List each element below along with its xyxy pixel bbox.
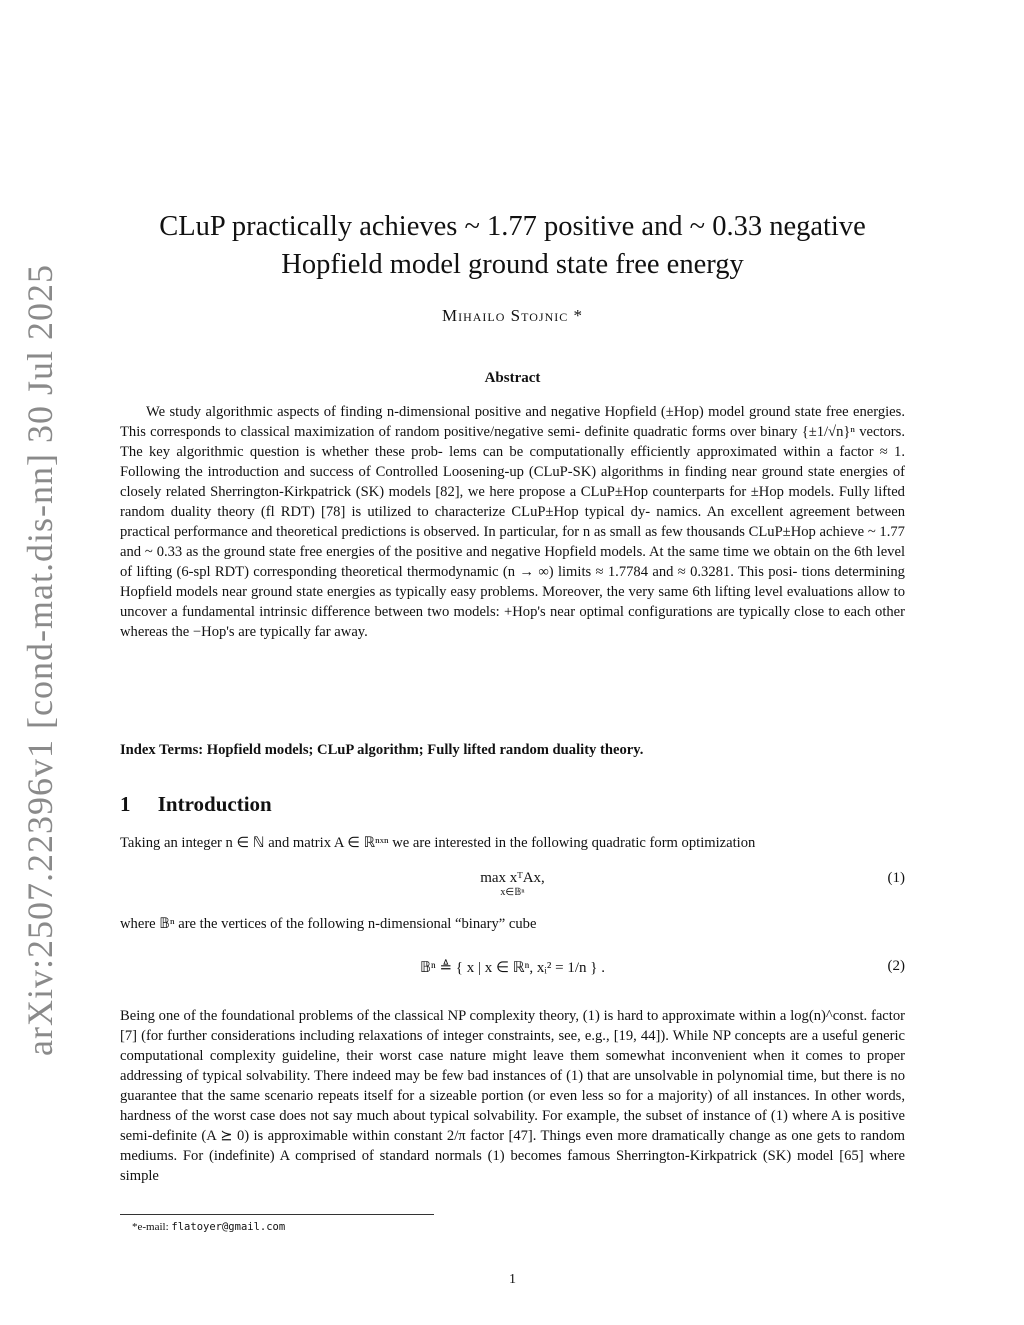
footnote-email[interactable]: flatoyer@gmail.com [171, 1221, 286, 1233]
body-line: e.g., [19, 44]). While NP concepts are a useful generic computational complexity guideline, their worst case [120, 1028, 905, 1064]
abstract-body [120, 402, 905, 642]
abstract-line: lems can be computationally efficiently approximated within a factor ≈ 1. Following the introduction and [120, 444, 905, 480]
body-line: within a log(n)^const. factor [7] (for further considerations including relaxations of integer constraints, see, [120, 1008, 905, 1044]
author: Mihailo Stojnic * [441, 306, 583, 325]
intro-line: Taking an integer n ∈ ℕ and matrix A ∈ ℝⁿˣⁿ we are interested in the following quadratic form optimization [120, 835, 756, 851]
abstract-line: related Sherrington-Kirkpatrick (SK) models [82], we here propose a CLuP±Hop counterparts for ±Hop [165, 484, 784, 500]
section-number: 1 [120, 792, 131, 816]
footnote-label: *e-mail: [132, 1221, 169, 1233]
abstract-line: tions determining Hopfield models near ground state energies as typically easy problems. Moreover, the very [120, 564, 905, 600]
title-line-2: Hopfield model ground state free energy [281, 249, 744, 280]
equation-1-subscript: x∈𝔹ⁿ [500, 887, 525, 898]
abstract-line: away. [334, 624, 368, 640]
equation-1-body: max xᵀAx, [480, 870, 545, 886]
abstract-line: success of Controlled Loosening-up (CLuP-SK) algorithms in finding near ground state energies of closely [120, 464, 905, 500]
page-number: 1 [509, 1272, 516, 1287]
abstract-line: ground state free energies. This corresponds to classical maximization of random positive/negative semi- [120, 404, 905, 440]
body-line: In other words, hardness of the worst case does not say much about typical solvability. For example, the [120, 1088, 905, 1124]
title-line-1: CLuP practically achieves ~ 1.77 positive and ~ 0.33 negative [159, 211, 866, 242]
equation-1 [120, 870, 905, 910]
footnote [132, 1221, 285, 1233]
body-line: nature might leave them somewhat inconvenient when it comes to proper addressing of typical solvability. [120, 1048, 905, 1084]
where-line: where 𝔹ⁿ are the vertices of the following n-dimensional “binary” cube [120, 916, 537, 932]
paper-title [120, 208, 905, 284]
equation-1-number: (1) [887, 870, 905, 886]
abstract-line: models. Fully lifted random duality theory (fl RDT) [78] is utilized to characterize CLuP±Hop typical dy- [120, 484, 905, 520]
body-line: comprised of standard normals (1) becomes famous Sherrington-Kirkpatrick (SK) model [65] where simple [120, 1148, 905, 1184]
abstract-line: (6-spl RDT) corresponding theoretical thermodynamic (n → ∞) limits ≈ 1.7784 and ≈ 0.3281. This posi- [176, 564, 798, 580]
body-line: Being one of the foundational problems of the classical NP complexity theory, (1) is hard to approximate [120, 1008, 735, 1024]
abstract-line: particular, for n as small as few thousands CLuP±Hop achieve ~ 1.77 and ~ 0.33 as the ground state free [120, 524, 905, 560]
abstract-line: +Hop's near optimal configurations are typically close to each other whereas the −Hop's are typically far [120, 604, 906, 640]
abstract-heading: Abstract [484, 370, 541, 386]
equation-2 [120, 958, 905, 998]
section-title: Introduction [157, 792, 272, 816]
abstract-line: definite quadratic forms over binary {±1/√n}ⁿ vectors. The key algorithmic question is whether these prob- [120, 424, 905, 460]
arxiv-stamp: arXiv:2507.22396v1 [cond-mat.dis-nn] 30 Jul 2025 [20, 264, 60, 1056]
footnote-rule [120, 1214, 434, 1215]
abstract-line: same 6th lifting level evaluations allow to uncover a fundamental intrinsic difference between two models: [120, 584, 905, 620]
equation-2-number: (2) [887, 958, 905, 974]
body-line: factor [47]. Things even more dramatically change as one gets to random mediums. For (indefinite) A [120, 1128, 905, 1164]
equation-2-body: 𝔹ⁿ ≜ { x | x ∈ ℝⁿ, xᵢ² = 1/n } . [420, 960, 605, 976]
body-line: that the same scenario repeats itself for a sizeable portion (or even less so for a majority) of all instances. [181, 1088, 810, 1104]
abstract-line: namics. An excellent agreement between practical performance and theoretical predictions is observed. In [120, 504, 906, 540]
abstract-line: We study algorithmic aspects of finding n-dimensional positive and negative Hopfield (±Hop) model [146, 404, 745, 420]
body-line: There indeed may be few bad instances of (1) that are unsolvable in polynomial time, but there is no guarantee [120, 1068, 905, 1104]
body-line: subset of instance of (1) where A is positive semi-definite (A ⪰ 0) is approximable within constant 2/π [120, 1108, 905, 1144]
index-terms: Index Terms: Hopfield models; CLuP algorithm; Fully lifted random duality theory. [120, 742, 644, 758]
abstract-line: energies of the positive and negative Hopfield models. At the same time we obtain on the 6th level of lifting [120, 544, 905, 580]
intro-body [120, 1006, 905, 1186]
section-heading [120, 792, 272, 817]
